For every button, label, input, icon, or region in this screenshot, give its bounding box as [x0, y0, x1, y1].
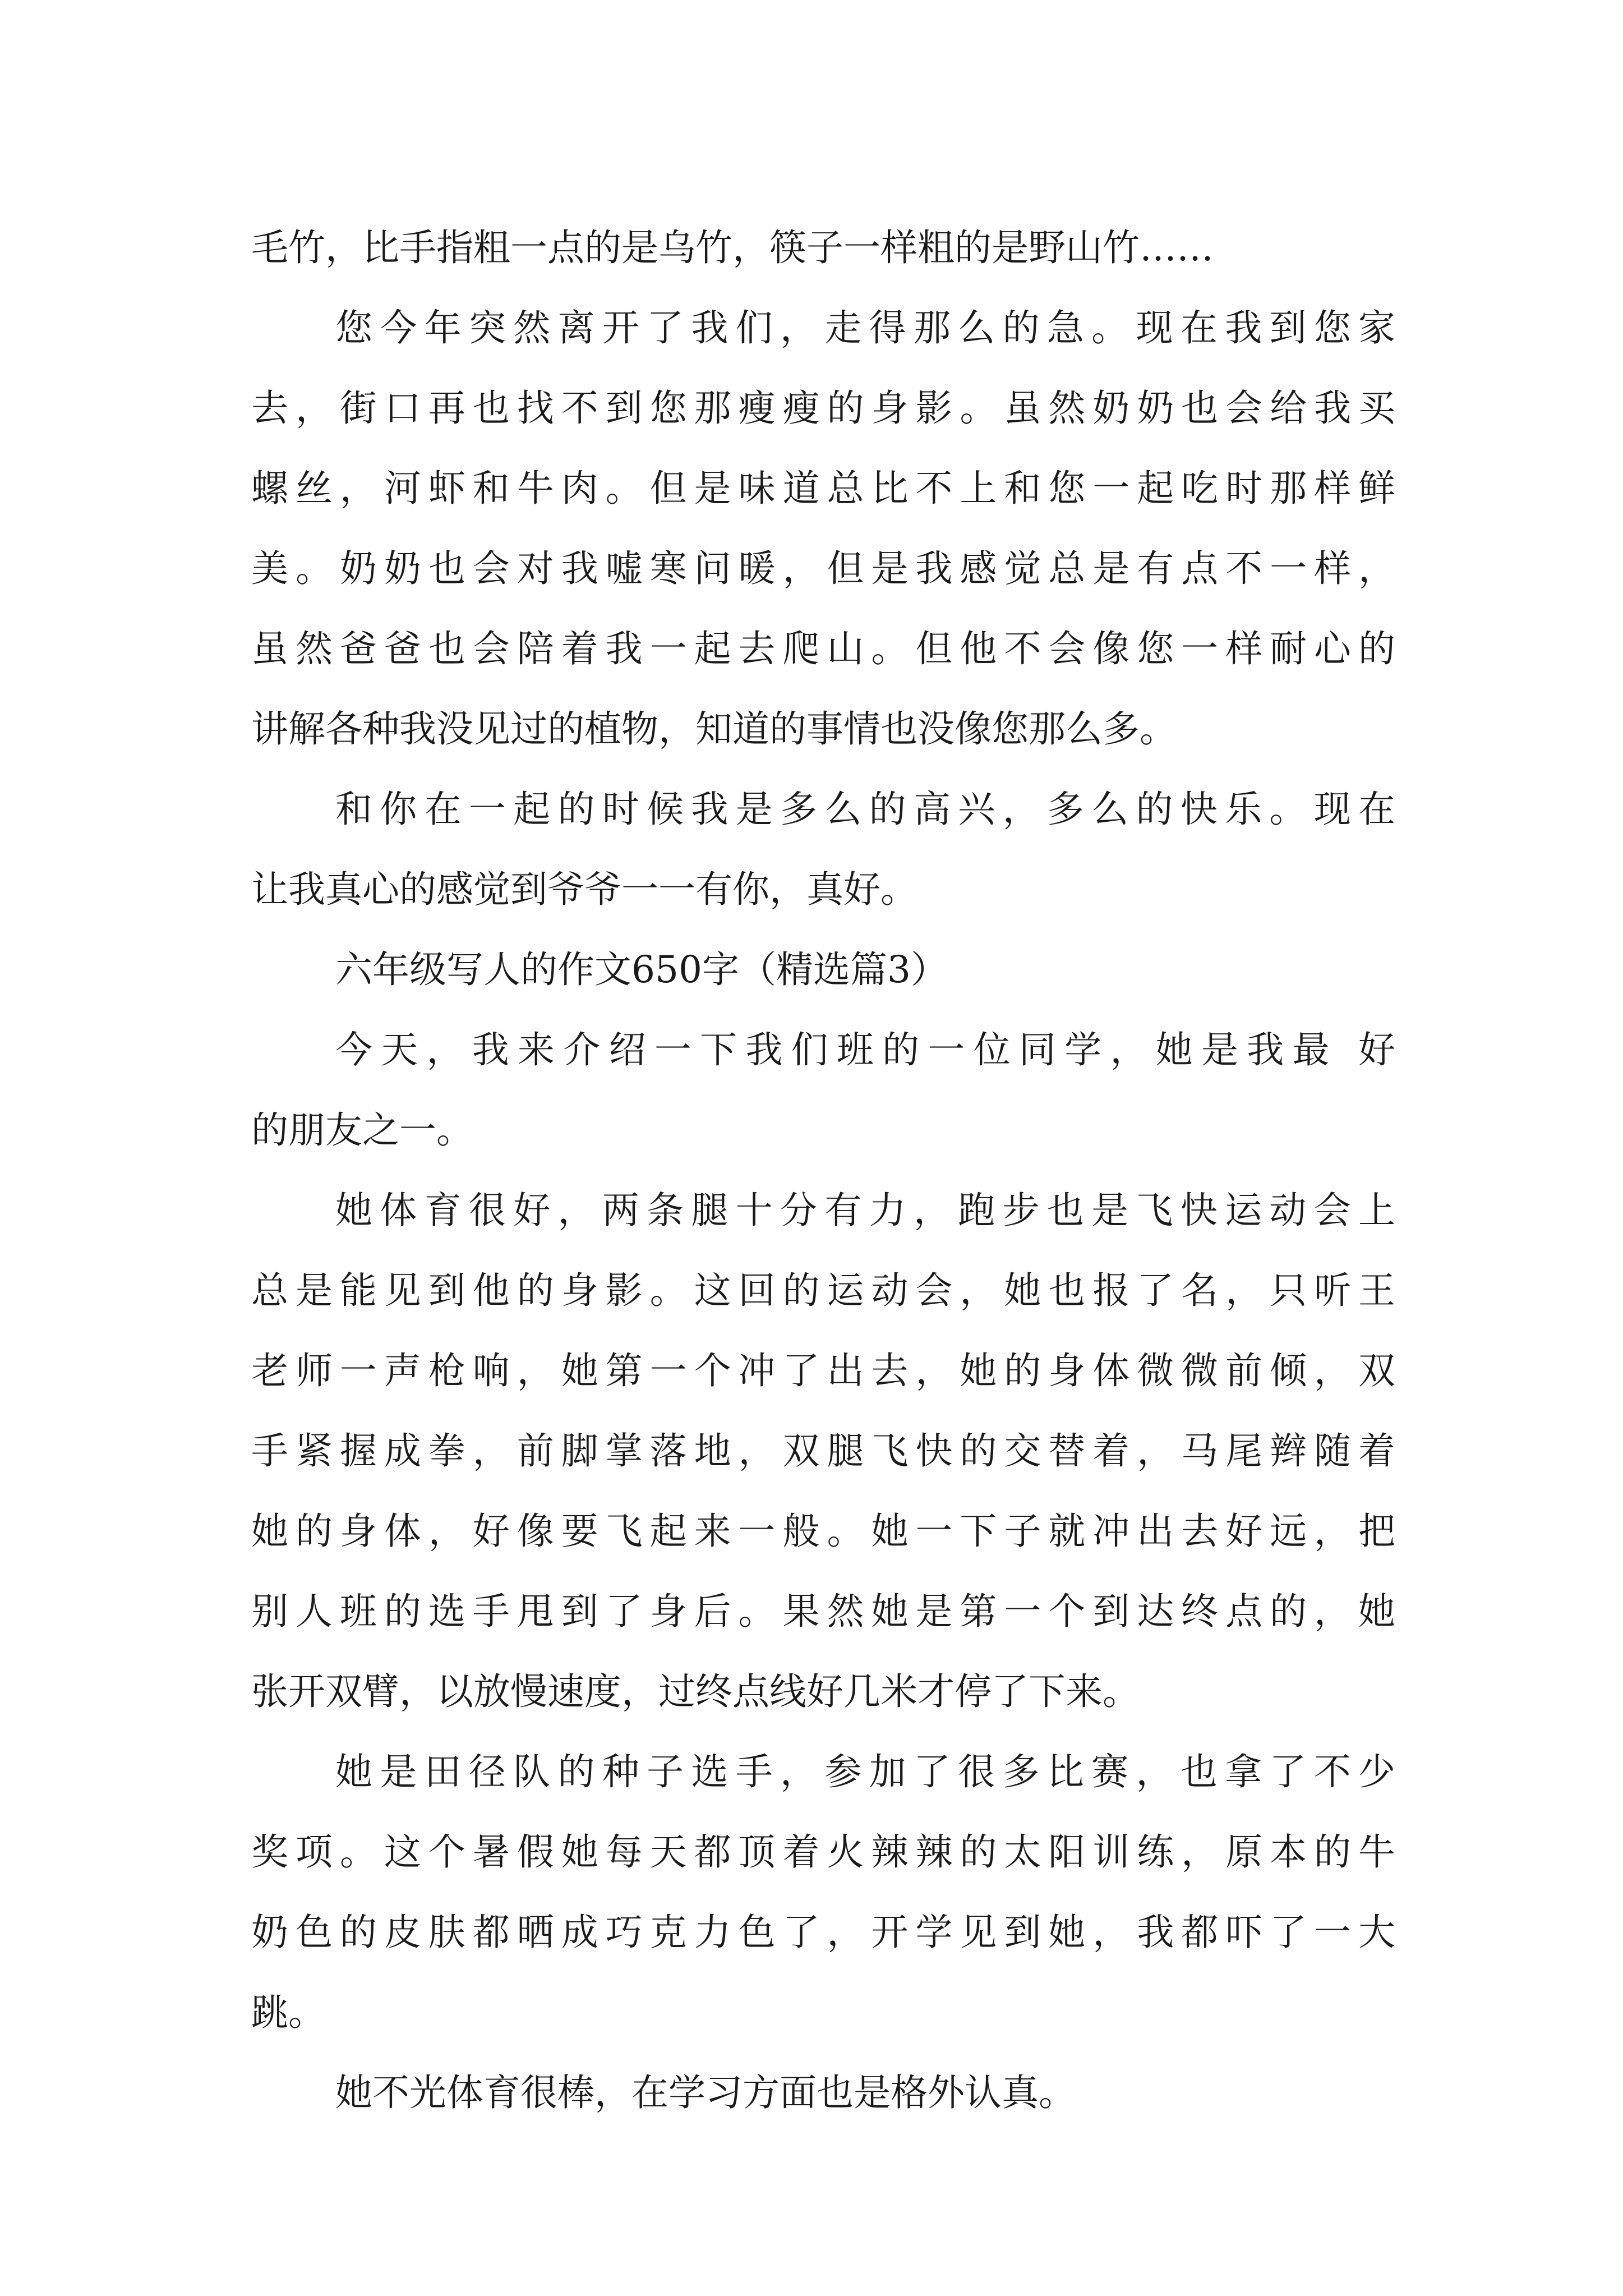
text-line: 讲解各种我没见过的植物，知道的事情也没像您那么多。 — [251, 707, 1177, 751]
text-line: 张开双臂，以放慢速度，过终点线好几米才停了下来。 — [251, 1670, 1140, 1713]
text-line: 毛竹，比手指粗一点的是乌竹，筷子一样粗的是野山竹…… — [251, 226, 1214, 269]
text-line: 去，街口再也找不到您那瘦瘦的身影。虽然奶奶也会给我买 — [251, 386, 1395, 430]
text-line: 老师一声枪响，她第一个冲了出去，她的身体微微前倾，双 — [251, 1349, 1395, 1392]
text-line: 她的身体，好像要飞起来一般。她一下子就冲出去好远，把 — [251, 1510, 1395, 1553]
text-line: 六年级写人的作文650字（精选篇3） — [335, 948, 948, 991]
text-line: 美。奶奶也会对我嘘寒问暖，但是我感觉总是有点不一样， — [251, 547, 1395, 590]
text-line: 跳。 — [251, 1991, 325, 2034]
text-line: 和你在一起的时候我是多么的高兴，多么的快乐。现在 — [335, 788, 1395, 831]
text-line: 让我真心的感觉到爷爷一一有你，真好。 — [251, 868, 917, 911]
text-line: 的朋友之一。 — [251, 1108, 473, 1152]
text-line: 虽然爸爸也会陪着我一起去爬山。但他不会像您一样耐心的 — [251, 627, 1395, 670]
document-body — [251, 208, 1395, 2133]
text-line: 奶色的皮肤都晒成巧克力色了，开学见到她，我都吓了一大 — [251, 1911, 1395, 1954]
text-line: 她不光体育很棒，在学习方面也是格外认真。 — [335, 2071, 1076, 2114]
text-line: 奖项。这个暑假她每天都顶着火辣辣的太阳训练，原本的牛 — [251, 1830, 1395, 1874]
text-line: 她体育很好，两条腿十分有力，跑步也是飞快运动会上 — [335, 1189, 1395, 1232]
text-line: 别人班的选手甩到了身后。果然她是第一个到达终点的，她 — [251, 1590, 1395, 1633]
text-line: 总是能见到他的身影。这回的运动会，她也报了名，只听王 — [251, 1269, 1395, 1312]
text-line: 她是田径队的种子选手，参加了很多比赛，也拿了不少 — [335, 1750, 1395, 1793]
text-line: 手紧握成拳，前脚掌落地，双腿飞快的交替着，马尾辫随着 — [251, 1429, 1395, 1473]
text-line: 螺丝，河虾和牛肉。但是味道总比不上和您一起吃时那样鲜 — [251, 467, 1395, 510]
text-line: 今天，我来介绍一下我们班的一位同学，她是我最 好 — [335, 1028, 1395, 1071]
text-line: 您今年突然离开了我们，走得那么的急。现在我到您家 — [335, 306, 1395, 349]
